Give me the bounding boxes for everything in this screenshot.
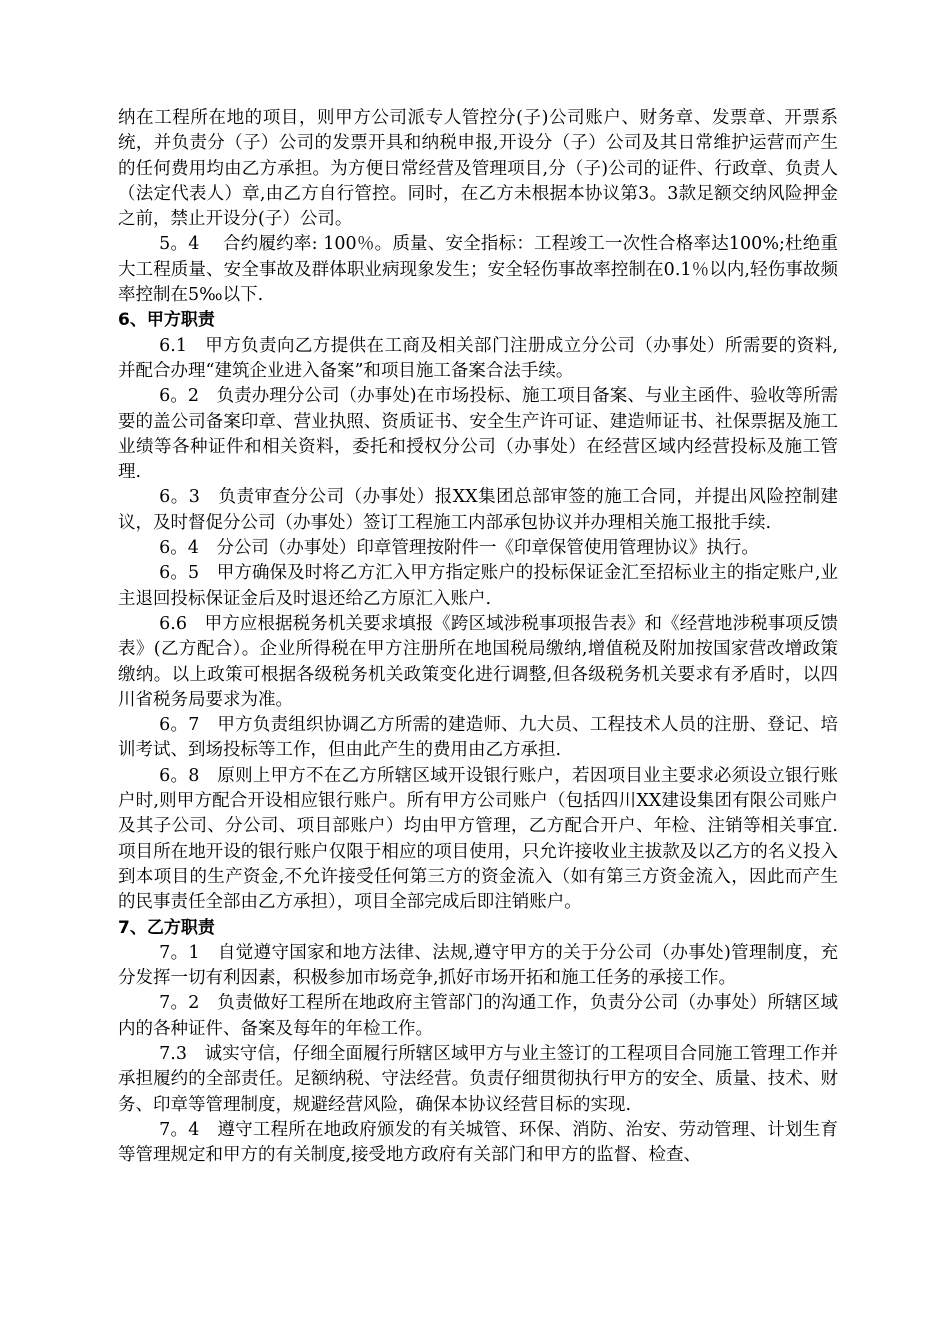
paragraph: 6。4 分公司（办事处）印章管理按附件一《印章保管使用管理协议》执行。: [159, 538, 759, 559]
paragraph: 纳在工程所在地的项目，则甲方公司派专人管控分(子)公司账户、财务章、发票章、开票系统，并负责分（子）公司的发票开具和纳税申报,开设分（子）公司及其日常维护运营而产生的任何费用均由乙方承担。为方便日常经营及管理项目,分（子)公司的证件、行政章、负责人（法定代表人）章,由乙方自行管控。同时，在乙方未根据本协议第3。3款足额交纳风险押金之前，禁止开设分(子）公司。: [118, 108, 838, 230]
paragraph: 6。5 甲方确保及时将乙方汇入甲方指定账户的投标保证金汇至招标业主的指定账户,业主退回投标保证金后及时退还给乙方原汇入账户.: [118, 563, 838, 609]
paragraph: 6。2 负责办理分公司（办事处)在市场投标、施工项目备案、与业主函件、验收等所需要的盖公司备案印章、营业执照、资质证书、安全生产许可证、建造师证书、社保票据及施工业绩等各种证件和相关资料，委托和授权分公司（办事处）在经营区域内经营投标及施工管理.: [118, 386, 838, 483]
section-heading: 7、乙方职责: [118, 917, 215, 938]
paragraph: 5。4 合约履约率: 100％。质量、安全指标：工程竣工一次性合格率达100%;杜绝重大工程质量、安全事故及群体职业病现象发生；安全轻伤事故率控制在0.1％以内,轻伤事故频率控制在5‰以下.: [118, 234, 838, 306]
paragraph: 7.3 诚实守信，仔细全面履行所辖区域甲方与业主签订的工程项目合同施工管理工作并承担履约的全部责任。足额纳税、守法经营。负责仔细贯彻执行甲方的安全、质量、技术、财务、印章等管理制度，规避经营风险，确保本协议经营目标的实现.: [118, 1043, 838, 1115]
paragraph: 6.6 甲方应根据税务机关要求填报《跨区域涉税事项报告表》和《经营地涉税事项反馈表》(乙方配合）。企业所得税在甲方注册所在地国税局缴纳,增值税及附加按国家营改增政策缴纳。以上政策可根据各级税务机关政策变化进行调整,但各级税务机关要求有矛盾时，以四川省税务局要求为准。: [118, 613, 838, 710]
paragraph: 7。2 负责做好工程所在地政府主管部门的沟通工作，负责分公司（办事处）所辖区域内的各种证件、备案及每年的年检工作。: [118, 993, 838, 1039]
paragraph: 6。8 原则上甲方不在乙方所辖区域开设银行账户，若因项目业主要求必须设立银行账户时,则甲方配合开设相应银行账户。所有甲方公司账户（包括四川XX建设集团有限公司账户及其子公司、分公司、项目部账户）均由甲方管理，乙方配合开户、年检、注销等相关事宜.项目所在地开设的银行账户仅限于相应的项目使用，只允许接收业主拔款及以乙方的名义投入到本项目的生产资金,不允许接受任何第三方的资金流入（如有第三方资金流入，因此而产生的民事责任全部由乙方承担），项目全部完成后即注销账户。: [118, 765, 838, 913]
paragraph: 6.1 甲方负责向乙方提供在工商及相关部门注册成立分公司（办事处）所需要的资料,并配合办理“建筑企业进入备案”和项目施工备案合法手续。: [118, 335, 838, 381]
paragraph: 6。3 负责审查分公司（办事处）报XX集团总部审签的施工合同，并提出风险控制建议，及时督促分公司（办事处）签订工程施工内部承包协议并办理相关施工报批手续.: [118, 487, 838, 533]
document-page: [118, 106, 838, 1168]
paragraph: 7。1 自觉遵守国家和地方法律、法规,遵守甲方的关于分公司（办事处)管理制度，充分发挥一切有利因素，积极参加市场竞争,抓好市场开拓和施工任务的承接工作。: [118, 942, 838, 989]
paragraph: 6。7 甲方负责组织协调乙方所需的建造师、九大员、工程技术人员的注册、登记、培训考试、到场投标等工作，但由此产生的费用由乙方承担.: [118, 715, 838, 761]
paragraph: 7。4 遵守工程所在地政府颁发的有关城管、环保、消防、治安、劳动管理、计划生育等管理规定和甲方的有关制度,接受地方政府有关部门和甲方的监督、检查、: [118, 1119, 838, 1166]
section-heading: 6、甲方职责: [118, 310, 215, 331]
